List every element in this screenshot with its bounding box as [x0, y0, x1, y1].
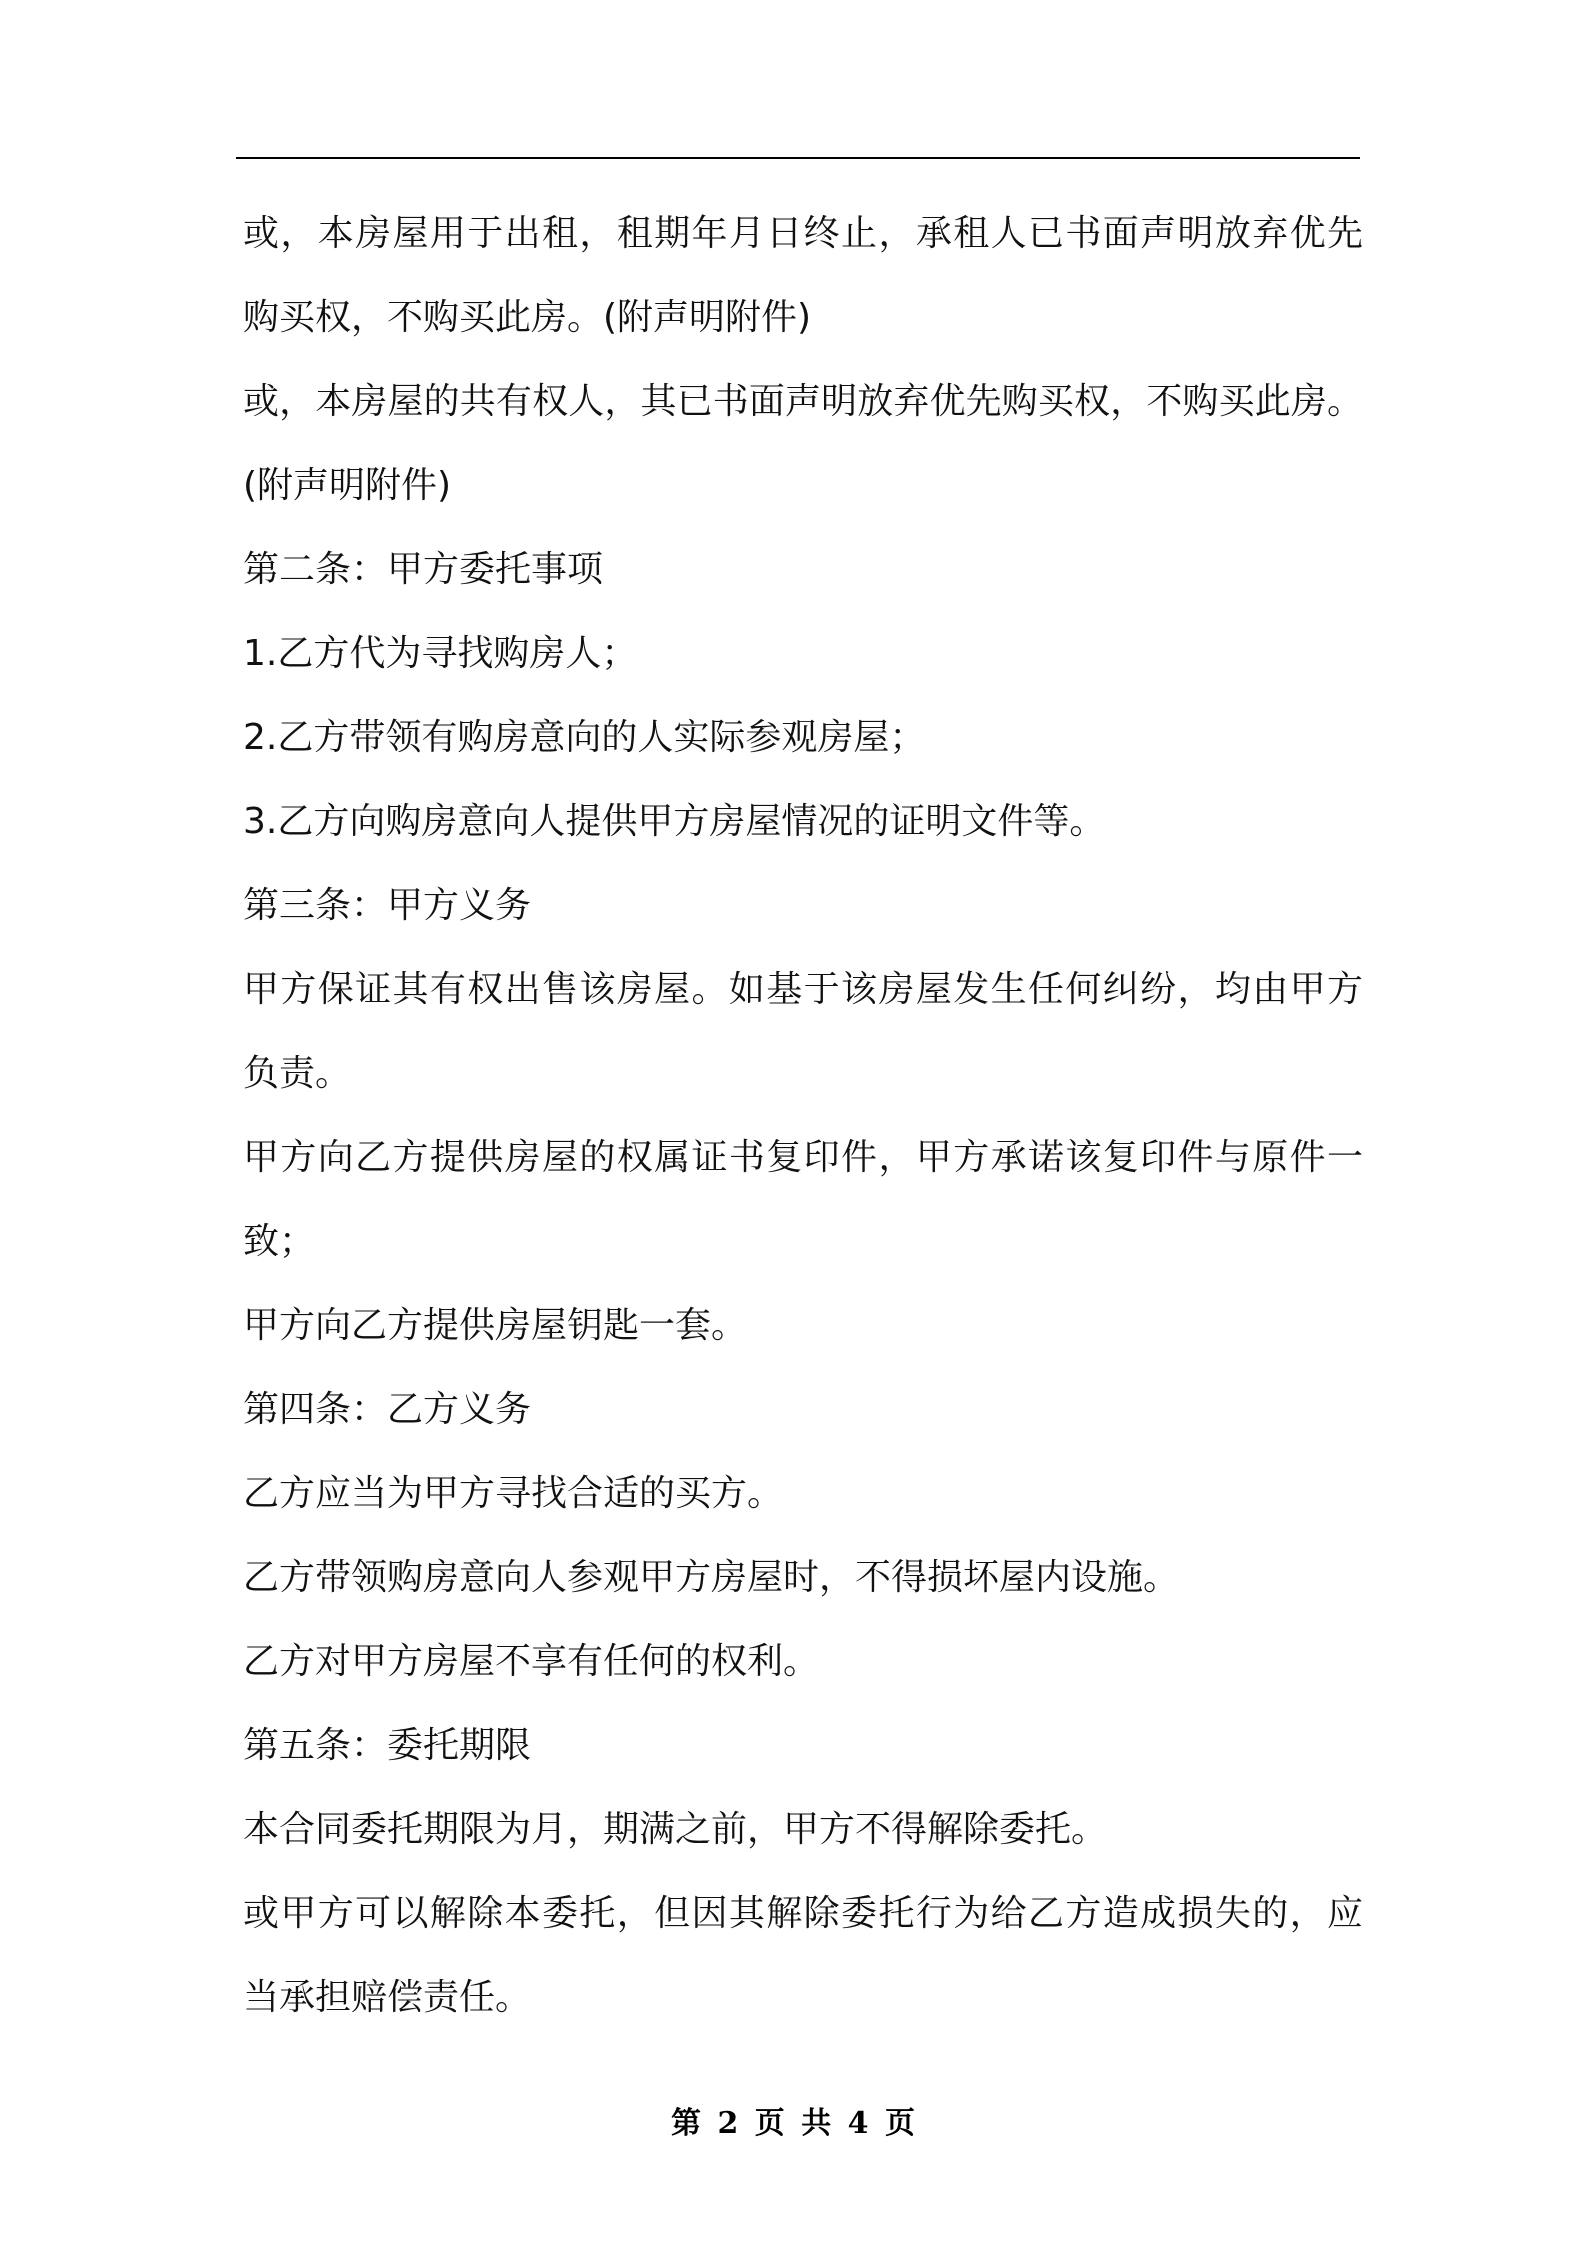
paragraph-line: (附声明附件)	[243, 465, 452, 506]
paragraph-line: 或甲方可以解除本委托，但因其解除委托行为给乙方造成损失的，应	[243, 1893, 1363, 1934]
section-heading: 第五条：委托期限	[243, 1725, 532, 1766]
section-heading: 第三条：甲方义务	[243, 885, 532, 926]
paragraph-line: 或，本房屋的共有权人，其已书面声明放弃优先购买权，不购买此房。	[243, 381, 1363, 422]
list-item: 1.乙方代为寻找购房人；	[243, 633, 638, 674]
list-item: 3.乙方向购房意向人提供甲方房屋情况的证明文件等。	[243, 801, 1106, 842]
paragraph-line: 购买权，不购买此房。(附声明附件)	[243, 297, 812, 338]
page-number-footer: 第 2 页 共 4 页	[671, 2106, 915, 2141]
paragraph-line: 甲方保证其有权出售该房屋。如基于该房屋发生任何纠纷，均由甲方	[243, 969, 1363, 1010]
paragraph-line: 乙方带领购房意向人参观甲方房屋时，不得损坏屋内设施。	[243, 1557, 1180, 1598]
paragraph-line: 乙方对甲方房屋不享有任何的权利。	[243, 1641, 820, 1682]
paragraph-line: 负责。	[243, 1053, 352, 1094]
paragraph-line: 甲方向乙方提供房屋钥匙一套。	[243, 1305, 748, 1346]
list-item: 2.乙方带领有购房意向的人实际参观房屋；	[243, 717, 926, 758]
paragraph-line: 当承担赔偿责任。	[243, 1977, 532, 2018]
section-heading: 第二条：甲方委托事项	[243, 549, 604, 590]
section-heading: 第四条：乙方义务	[243, 1389, 532, 1430]
paragraph-line: 本合同委托期限为月，期满之前，甲方不得解除委托。	[243, 1809, 1108, 1850]
paragraph-line: 乙方应当为甲方寻找合适的买方。	[243, 1473, 784, 1514]
paragraph-line: 致；	[243, 1221, 316, 1262]
paragraph-line: 甲方向乙方提供房屋的权属证书复印件，甲方承诺该复印件与原件一	[243, 1137, 1363, 1178]
header-divider	[236, 157, 1360, 159]
paragraph-line: 或，本房屋用于出租，租期年月日终止，承租人已书面声明放弃优先	[243, 213, 1363, 254]
document-body	[243, 192, 1363, 2040]
